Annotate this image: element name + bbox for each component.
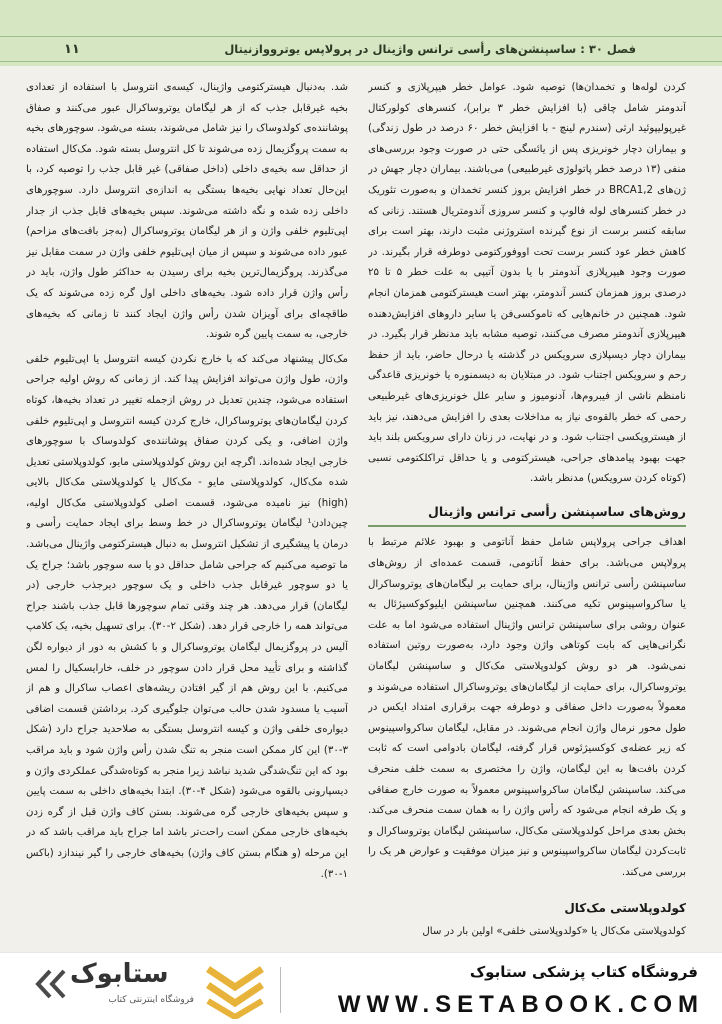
page-number: ۱۱ xyxy=(64,41,80,57)
store-name: فروشگاه کتاب پزشکی ستابوک xyxy=(469,963,698,981)
left-column xyxy=(26,78,348,889)
page-header xyxy=(0,0,722,66)
logo-divider xyxy=(280,967,281,1013)
paragraph: شد. به‌دنبال هیسترکتومی واژینال، کیسه‌ی انتروسل با استفاده از تعدادی بخیه غیرقابل جذب که از هر لیگامان یوتروساکرال عبور می‌کنند و صفاق پوشاننده‌ی کولدوساک را نیز شامل می‌شوند، بسته می‌شود. سوچورهای بخیه به سمت پروگزیمال زده می‌شوند تا کل انتروسل بسته شود. مک‌کال استفاده از حداقل سه بخیه‌ی داخلی (داخل صفاقی) غیر قابل جذب را توصیه کرد، با این‌حال تعداد نهایی بخیه‌ها بستگی به اندازه‌ی انتروسل دارد. سوچورهای داخلی زده شده و نگه داشته می‌شوند. سپس بخیه‌های قابل جذب از جدار اپی‌تلیوم خلفی واژن و از هر لیگامان یوتروساکرال (به‌جز بافت‌های مزاحم) عبور داده می‌شوند و سپس از میان اپی‌تلیوم خلفی واژن در سمت مقابل نیز می‌گذرند. پروگزیمال‌ترین بخیه برای رسیدن به حداکثر طول واژن، باید در رأس واژن قرار داده شود. بخیه‌های داخلی اول گره زده می‌شوند که یک طاقچه‌ای برای آویزان شدن رأس واژن ایجاد کنند تا زمانی که بخیه‌های خارجی، به سمت پایین گره شوند. xyxy=(26,82,348,341)
logo-tagline: فروشگاه اینترنتی کتاب xyxy=(108,995,194,1005)
section-heading: روش‌های ساسپنشن رأسی ترانس واژینال xyxy=(368,502,686,528)
store-url[interactable]: WWW.SETABOOK.COM xyxy=(337,991,704,1018)
chapter-title: فصل ۳۰ : ساسپنشن‌های رأسی ترانس واژینال در پرولاپس یوترووازنیتال xyxy=(224,42,636,56)
chevron-double-left-icon xyxy=(34,967,70,1001)
right-column xyxy=(368,78,686,947)
store-footer xyxy=(0,952,722,1024)
logo-wordmark: ستابوک xyxy=(70,959,169,989)
header-bar xyxy=(0,36,722,62)
paragraph: اهداف جراحی پرولاپس شامل حفظ آناتومی و بهبود علائم مرتبط با پرولاپس می‌باشد. برای حفظ آناتومی، قسمت عمده‌ای از روش‌های ساسپنشن رأسی ترانس واژینال، برای حمایت بر لیگامان‌های یوتروساکرال یا ساکرواسپینوس تکیه می‌کنند. همچنین ساسپنشن ایلیوکوکسیژئال به عنوان روشی برای ساسپنشن ترانس واژینال استفاده می‌شود اما به علت نگرانی‌هایی که بابت کوتاهی واژن وجود دارد، به‌صورت روتین استفاده نمی‌شود. هر دو روش کولدوپلاستی مک‌کال و ساسپنشن لیگامان یوتروساکرال، برای حمایت از لیگامان‌های یوتروساکرال استفاده می‌شوند و معمولاً به‌صورت داخل صفاقی و دوطرفه جهت برقراری امتداد ایکس در طول محور نرمال واژن انجام می‌شوند. در مقابل، لیگامان ساکرواسپینوس که زیر عضله‌ی کوکسیژئوس قرار گرفته، لیگامان بادوامی است که ثابت کردن بافت‌ها به این لیگامان، واژن را مختصری به سمت خلف منحرف می‌کند. ساسپنشن لیگامان ساکرواسپینوس معمولاً به صورت خارج صفاقی و یک طرفه انجام می‌شود که رأس واژن را به همان سمت منحرف می‌کند. بخش بعدی مراحل کولدوپلاستی مک‌کال، ساسپنشن لیگامان یوتروساکرال و ثابت‌کردن لیگامان ساکرواسپینوس و نیز میزان موفقیت و عوارض هر یک را بررسی می‌کند. xyxy=(368,537,686,878)
paragraph: کولدوپلاستی مک‌کال یا «کولدوپلاستی خلفی» اولین بار در سال xyxy=(422,926,686,938)
subsection-heading: کولدوپلاستی مک‌کال xyxy=(564,900,686,915)
paragraph: کردن لوله‌ها و تخمدان‌ها) توصیه شود. عوامل خطر هیپرپلازی و کنسر آندومتر شامل چاقی (با افزایش خطر ۳ برابر)، کنسرهای کولورکتال غیرپولیپوئید ارثی (سندرم لینچ - با افزایش خطر ۶۰ درصد در طول زندگی) و بیماران دچار خونریزی پس از یائسگی حتی در صورت وجود بررسی‌های منفی (۱۳ درصد خطر پاتولوژی غیرطبیعی) می‌باشند. بیماران دچار جهش در ژن‌های BRCA1,2 در خطر افزایش بروز کنسر تخمدان و به‌صورت تئوریک در خطر کنسرهای لوله فالوپ و کنسر سروزی آندومتریال هستند. زنانی که سابقه کنسر برست از نوع گیرنده استروژنی مثبت دارند، بهتر است برای کاهش خطر عود کنسر برست تحت اووفورکتومی دوطرفه قرار بگیرند. در صورت وجود هیپرپلازی آندومتر با یا بدون آتیپی به علت خطر ۵ تا ۲۵ درصدی بروز همزمان کنسر آندومتر، بهتر است هیسترکتومی همزمان انجام شود. همچنین در خانم‌هایی که تاموکسی‌فن یا سایر داروهای افزایش‌دهنده هیپرپلازی آندومتر مصرف می‌کنند، توصیه مشابه باید مدنظر قرار بگیرد. در بیماران دچار دیسپلازی سرویکس در گذشته یا درحال حاضر، باید از حفظ رحم و سرویکس اجتناب شود. در مبتلایان به دیسمنوره یا خونریزی قاعدگی نامنظم ناشی از فیبروم‌ها، آدنومیوز و سایر علل خونریزی‌های غیرطبیعی رحمی که خطر بالقوه‌ی نیاز به مداخلات بعدی را افزایش می‌دهند، نیز باید از هیستروپکسی اجتناب شود. و در نهایت، در زنان دارای سرویکس بلند باید جهت بهبود پیامدهای جراحی، هیسترکتومی و یا حداقل تراکلکتومی نسبی (کوتاه کردن سرویکس) مدنظر باشد. xyxy=(368,82,686,485)
bookmark-chevron-icon xyxy=(200,963,270,1019)
paragraph: مک‌کال پیشنهاد می‌کند که با خارج نکردن کیسه انتروسل یا اپی‌تلیوم خلفی واژن، طول واژن می‌تواند افزایش پیدا کند. از زمانی که روش اولیه جراحی استفاده می‌شود، چندین تعدیل در روش ازجمله تغییر در تعداد بخیه‌ها، کوتاه کردن لیگامان‌های یوتروساکرال، خارج کردن کیسه انتروسل و اپی‌تلیوم خلفی واژن اضافی، و یکی کردن صفاق پوشاننده‌ی کولدوساک با سوچورهای خارجی ایجاد شده‌اند. اگرچه این روش کولدوپلاستی مایو، کولدوپلاستی تعدیل شده مک‌کال، کولدوپلاستی مایو - مک‌کال یا کولدوپلاستی مک‌کال بالایی (high) نیز نامیده می‌شود، قسمت اصلی کولدوپلاستی مک‌کال اولیه، چین‌دادن¹ لیگامان یوتروساکرال در خط وسط برای ایجاد حمایت رأسی و درمان یا پیشگیری از تشکیل انتروسل به دنبال هیسترکتومی واژینال می‌باشد. ما توصیه می‌کنیم که جراحی شامل حداقل دو یا سه سوچور باشد؛ جراح یک یا دو سوچور غیرقابل جذب داخلی و یک سوچور دیرجذب خارجی (در لیگامان) قرار می‌دهد. هر چند وقتی تمام سوچورها قابل جذب باشند جراح می‌تواند همه را خارجی قرار دهد. (شکل ۲-۳۰). برای تسهیل بخیه، یک کلامپ آلیس در پروگزیمال لیگامان یوتروساکرال و با کشش به دور از دیواره لگن گذاشته و برای تأیید محل قرار دادن سوچور در خلف، خارایسکیال را لمس می‌کنیم. با این روش هم از گیر افتادن ریشه‌های اعصاب ساکرال و هم از آسیب یا مسدود شدن حالب می‌توان جلوگیری کرد. برداشتن قسمت اضافی دیواره‌ی خلفی واژن و کیسه انتروسل بستگی به صلاحدید جراح دارد (شکل ۳-۳۰) این کار ممکن است منجر به تنگ شدن رأس واژن شود و باید مراقب بود که این تنگ‌شدگی شدید نباشد زیرا منجر به کوتاه‌شدگی عملکردی واژن و دیسپارونی بالقوه می‌شود (شکل ۴-۳۰). ابتدا بخیه‌های داخلی به سمت پایین و سپس بخیه‌های خارجی گره می‌شوند. بستن کاف واژن قبل از گره زدن بخیه‌های خارجی ممکن است راحت‌تر باشد اما جراح باید مراقب باشد که در این مرحله (و هنگام بستن کاف واژن) بخیه‌های خارجی را گیر نیندازد (باکس ۱-۳۰). xyxy=(26,353,348,880)
